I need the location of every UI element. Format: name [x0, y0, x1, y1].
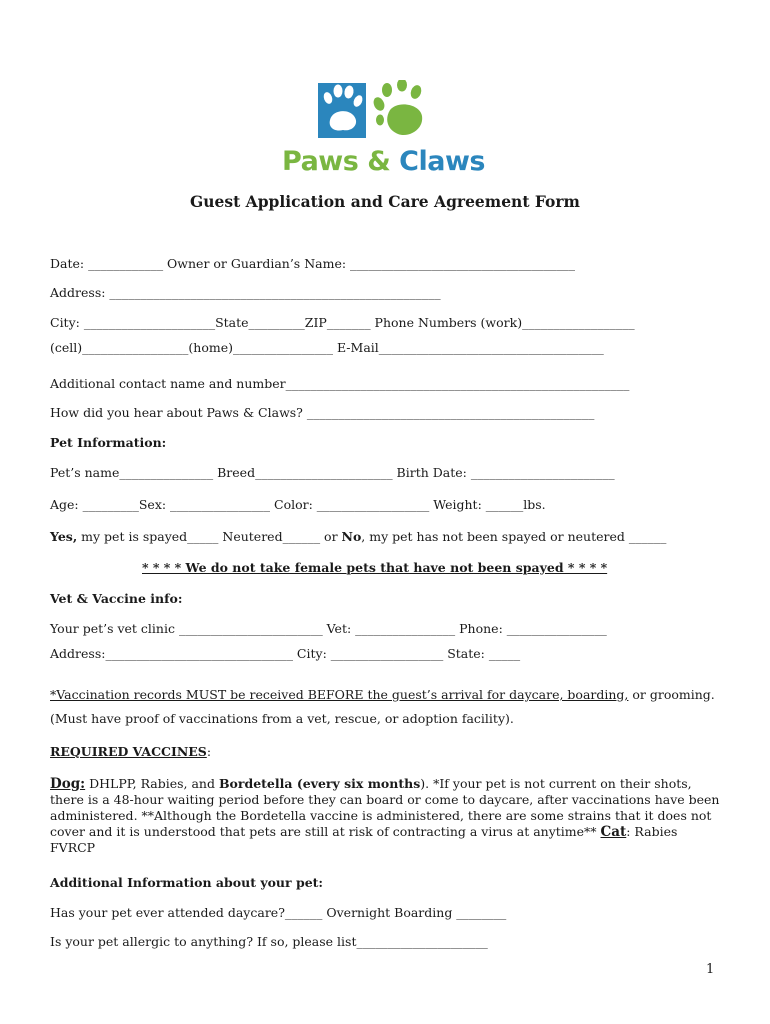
- logo: [282, 80, 485, 180]
- brand-name: Paws & Claws: [282, 146, 485, 177]
- pet-info-heading: Pet Information:: [50, 435, 167, 450]
- age-sex-color-weight-line[interactable]: Age: _________Sex: ________________ Color: __________________ Weight: ______lbs.: [50, 497, 546, 512]
- cell-home-email-line[interactable]: (cell)_________________(home)________________ E-Mail____________________________________: [50, 340, 604, 355]
- vaccination-note: *Vaccination records MUST be received BEFORE the guest’s arrival for daycare, boarding, or grooming. (Must have proof of vaccinations from a vet, rescue, or adoption facility).: [50, 687, 715, 726]
- vet-clinic-line[interactable]: Your pet’s vet clinic _______________________ Vet: ________________ Phone: ________________: [50, 621, 607, 636]
- vet-address-line[interactable]: Address:______________________________ City: __________________ State: _____: [50, 646, 521, 661]
- page-number: 1: [706, 962, 715, 977]
- form-title: Guest Application and Care Agreement Form: [190, 192, 580, 211]
- required-vaccines-heading: REQUIRED VACCINES:: [50, 744, 212, 759]
- daycare-boarding-line[interactable]: Has your pet ever attended daycare?______ Overnight Boarding ________: [50, 905, 507, 920]
- vet-heading: Vet & Vaccine info:: [50, 591, 183, 606]
- date-owner-line[interactable]: Date: ____________ Owner or Guardian’s Name: ____________________________________: [50, 256, 576, 271]
- additional-contact-line[interactable]: Additional contact name and number_______________________________________________________: [50, 376, 630, 391]
- allergy-line[interactable]: Is your pet allergic to anything? If so, please list_____________________: [50, 934, 488, 949]
- pet-name-breed-line[interactable]: Pet’s name_______________ Breed______________________ Birth Date: _______________________: [50, 465, 615, 480]
- paw-prints-icon: [318, 80, 430, 142]
- spay-neuter-line[interactable]: Yes, my pet is spayed_____ Neutered______ or No, my pet has not been spayed or neutered ______: [50, 529, 667, 544]
- additional-info-heading: Additional Information about your pet:: [50, 875, 324, 890]
- spay-warning: * * * * We do not take female pets that have not been spayed * * * *: [142, 560, 608, 575]
- dog-cat-vaccine-requirements: Dog: DHLPP, Rabies, and Bordetella (every six months). *If your pet is not current on their shots, there is a 48-hour waiting period before they can board or come to daycare, after vaccinations have been administered. **Although the Bordetella vaccine is administered, there are some strains that it does not cover and it is understood that pets are still at risk of contracting a virus at anytime** Cat: Rabies FVRCP: [50, 776, 720, 855]
- referral-line[interactable]: How did you hear about Paws & Claws? ______________________________________________: [50, 405, 595, 420]
- address-line[interactable]: Address: _____________________________________________________: [50, 285, 441, 300]
- city-state-zip-phone-line[interactable]: City: _____________________State_________ZIP_______ Phone Numbers (work)__________________: [50, 315, 635, 330]
